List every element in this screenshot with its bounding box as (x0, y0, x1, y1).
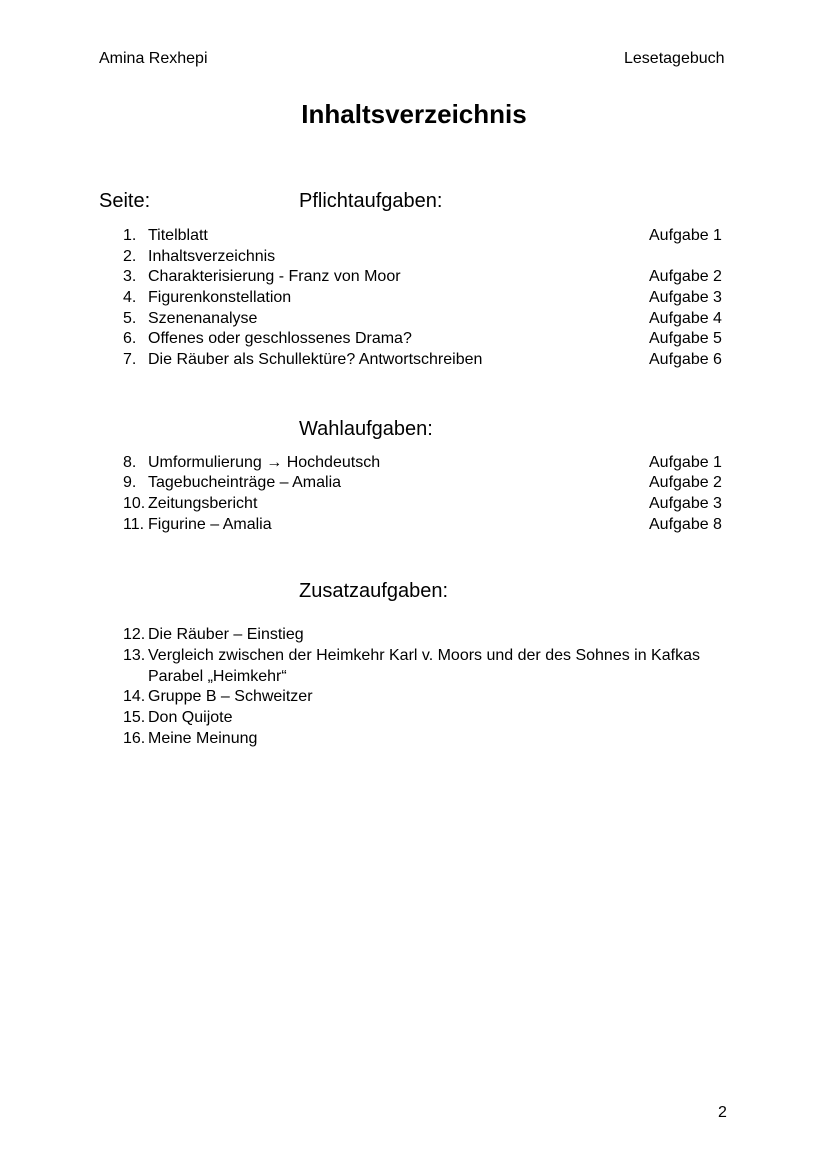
toc-item-title: Titelblatt (148, 227, 208, 244)
toc-item-title: Gruppe B – Schweitzer (148, 688, 313, 705)
toc-item-title: Don Quijote (148, 709, 233, 726)
toc-item-task: Aufgabe 1 (649, 227, 722, 244)
toc-item-title: Vergleich zwischen der Heimkehr Karl v. Moors und der des Sohnes in Kafkas Parabel „Heimkehr“ (148, 647, 700, 685)
toc-item-number: 16. (123, 730, 146, 747)
toc-item-number: 8. (123, 454, 137, 471)
toc-item (0, 707, 828, 728)
toc-item-number: 13. (123, 647, 146, 664)
header-doc-type: Lesetagebuch (624, 50, 725, 67)
toc-item (0, 246, 828, 267)
toc-item (0, 624, 828, 645)
section-heading-wahl: Wahlaufgaben: (299, 418, 433, 440)
toc-item-title: Tagebucheinträge – Amalia (148, 474, 342, 491)
toc-item-title: Meine Meinung (148, 730, 258, 747)
toc-item-title: Offenes oder geschlossenes Drama? (148, 330, 412, 347)
toc-item-title: Figurine – Amalia (148, 516, 272, 533)
toc-item-task: Aufgabe 2 (649, 268, 722, 285)
toc-item (0, 472, 828, 493)
toc-item-title: Die Räuber – Einstieg (148, 626, 304, 643)
toc-item (0, 686, 828, 707)
toc-item (0, 287, 828, 308)
toc-item-task: Aufgabe 6 (649, 351, 722, 368)
toc-item-number: 2. (123, 248, 137, 265)
toc-item-number: 15. (123, 709, 146, 726)
toc-item (0, 349, 828, 370)
toc-item-title: Umformulierung → Hochdeutsch (148, 454, 381, 471)
toc-item-task: Aufgabe 5 (649, 330, 722, 347)
toc-item (0, 452, 828, 473)
page-column-label: Seite: (99, 190, 151, 212)
toc-item-number: 10. (123, 495, 146, 512)
toc-item-number: 1. (123, 227, 137, 244)
toc-item-task: Aufgabe 3 (649, 495, 722, 512)
toc-item-number: 3. (123, 268, 137, 285)
toc-item-title: Szenenanalyse (148, 310, 258, 327)
toc-item-number: 4. (123, 289, 137, 306)
toc-item-title: Inhaltsverzeichnis (148, 248, 276, 265)
toc-item-title: Charakterisierung - Franz von Moor (148, 268, 401, 285)
toc-item (0, 514, 828, 535)
toc-item (0, 328, 828, 349)
section-heading-zusatz: Zusatzaufgaben: (299, 580, 448, 602)
header-author: Amina Rexhepi (99, 50, 208, 67)
toc-item-number: 6. (123, 330, 137, 347)
document-title: Inhaltsverzeichnis (301, 99, 527, 129)
page-number: 2 (718, 1104, 727, 1121)
toc-item-title: Zeitungsbericht (148, 495, 258, 512)
toc-item (0, 728, 828, 749)
toc-item-number: 7. (123, 351, 137, 368)
toc-item-number: 11. (123, 516, 145, 533)
toc-item-task: Aufgabe 4 (649, 310, 722, 327)
toc-item-title: Die Räuber als Schullektüre? Antwortschreiben (148, 351, 483, 368)
toc-item (0, 266, 828, 287)
toc-item (0, 645, 828, 687)
toc-item-number: 9. (123, 474, 137, 491)
toc-item-number: 14. (123, 688, 146, 705)
toc-item (0, 493, 828, 514)
toc-item-task: Aufgabe 8 (649, 516, 722, 533)
toc-item-number: 12. (123, 626, 146, 643)
toc-item-task: Aufgabe 2 (649, 474, 722, 491)
toc-item (0, 225, 828, 246)
toc-item-task: Aufgabe 1 (649, 454, 722, 471)
toc-item (0, 308, 828, 329)
section-heading-pflicht: Pflichtaufgaben: (299, 190, 443, 212)
toc-item-task: Aufgabe 3 (649, 289, 722, 306)
toc-item-title: Figurenkonstellation (148, 289, 292, 306)
toc-item-number: 5. (123, 310, 137, 327)
